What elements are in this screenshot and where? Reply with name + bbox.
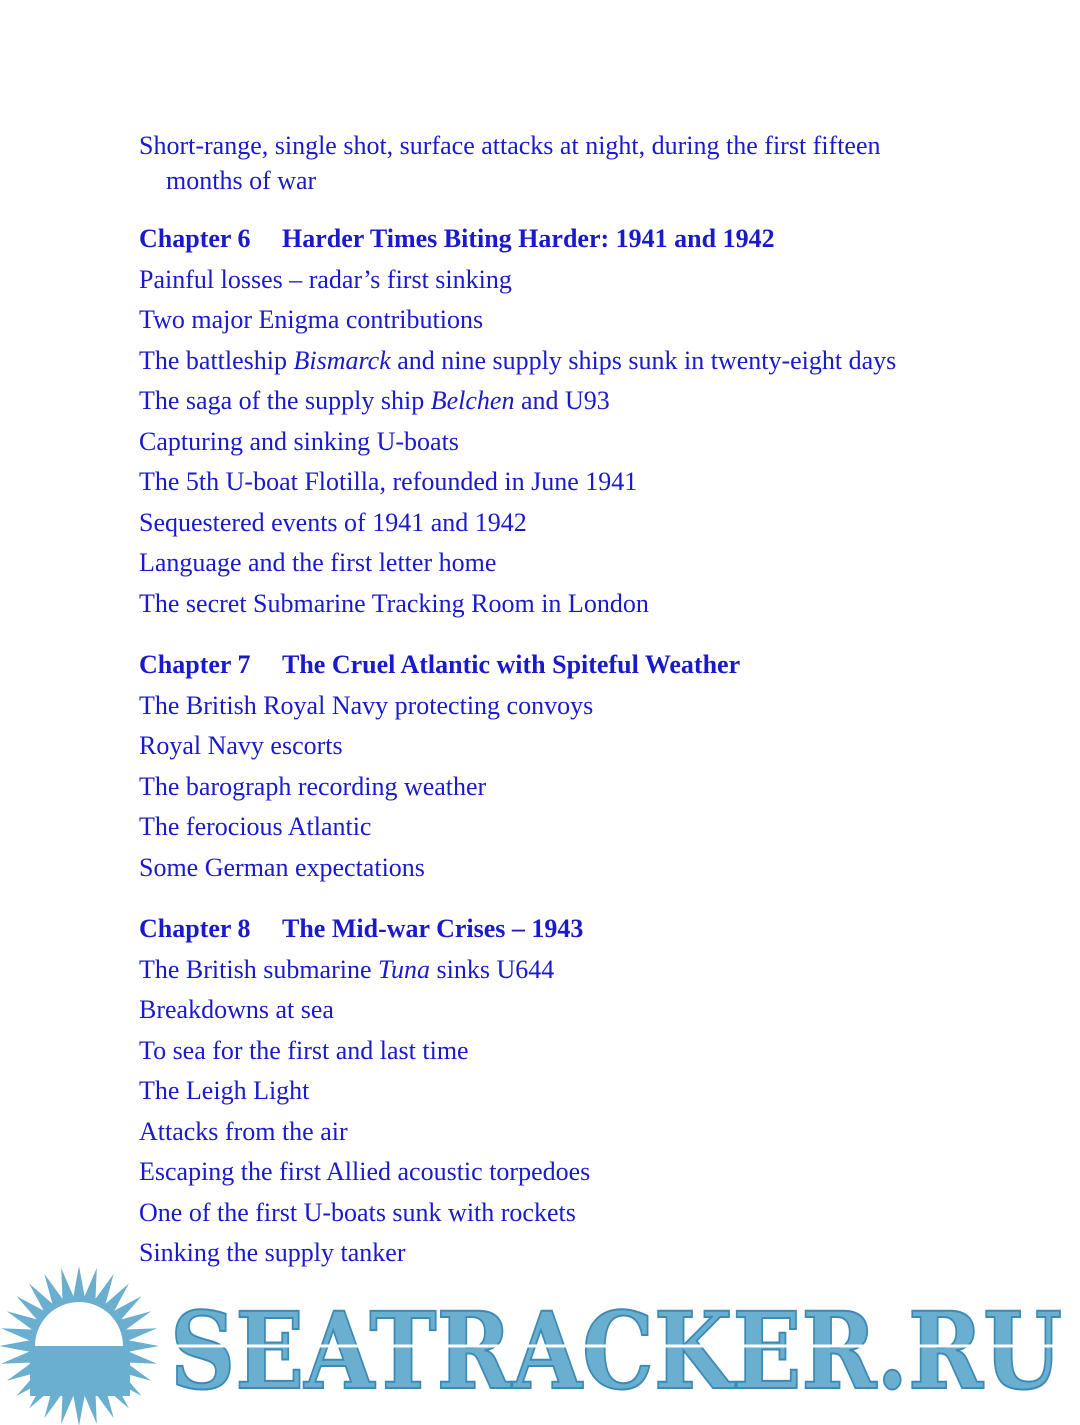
- toc-entry: [139, 341, 959, 382]
- chapter-8-entries: [139, 950, 959, 1274]
- chapter-7-entries: [139, 686, 959, 889]
- toc-entry-text: The saga of the supply ship: [139, 386, 431, 415]
- toc-entry: Some German expectations: [139, 852, 425, 882]
- chapter-8-heading: [139, 909, 959, 950]
- toc-entry: Sequestered events of 1941 and 1942: [139, 507, 527, 537]
- toc-entry: Breakdowns at sea: [139, 995, 334, 1024]
- toc-entry-text: and U93: [514, 386, 610, 415]
- chapter-number: Chapter 8: [139, 914, 251, 943]
- chapter-6-entries: [139, 260, 959, 625]
- toc-entry: Attacks from the air: [139, 1116, 348, 1146]
- chapter-title: The Cruel Atlantic with Spiteful Weather: [282, 650, 741, 679]
- ship-name: Tuna: [378, 954, 431, 984]
- toc-entry: [139, 950, 959, 991]
- chapter-6-heading: [139, 219, 959, 260]
- seatracker-watermark: [0, 1262, 1080, 1425]
- toc-entry-text: sinks U644: [430, 954, 555, 984]
- ship-name: Bismarck: [293, 345, 391, 375]
- toc-entry: The Leigh Light: [139, 1076, 310, 1105]
- toc-entry: The British Royal Navy protecting convoys: [139, 690, 594, 720]
- chapter-title: The Mid-war Crises – 1943: [282, 914, 584, 943]
- toc-entry: The barograph recording weather: [139, 771, 487, 801]
- toc-entry-text: The British submarine: [139, 954, 379, 984]
- chapter-title: Harder Times Biting Harder: 1941 and 1942: [282, 224, 775, 253]
- toc-entry: Royal Navy escorts: [139, 731, 343, 760]
- toc-entry: To sea for the first and last time: [139, 1035, 469, 1065]
- toc-entry: Language and the first letter home: [139, 548, 497, 577]
- toc-entry: One of the first U-boats sunk with rockets: [139, 1197, 576, 1227]
- toc-entry: The 5th U-boat Flotilla, refounded in June 1941: [139, 467, 638, 496]
- chapter-7-heading: [139, 645, 959, 686]
- toc-entry: [139, 381, 959, 422]
- toc-entry: Two major Enigma contributions: [139, 305, 484, 334]
- watermark-text: SEATRACKER.RU: [170, 1288, 1062, 1413]
- toc-entry-text: The battleship: [139, 345, 294, 375]
- toc-entry: Sinking the supply tanker: [139, 1238, 406, 1267]
- toc-entry-intro: Short-range, single shot, surface attacks at night, during the first fifteen months of war: [139, 131, 881, 195]
- toc-entry: The secret Submarine Tracking Room in London: [139, 588, 649, 618]
- toc-entry: Painful losses – radar’s first sinking: [139, 264, 512, 294]
- toc-entry: The ferocious Atlantic: [139, 812, 372, 841]
- toc-entry: Capturing and sinking U-boats: [139, 426, 459, 456]
- table-of-contents: [139, 128, 959, 1274]
- sun-logo-icon: [0, 1266, 159, 1425]
- toc-entry-text: and nine supply ships sunk in twenty-eight days: [390, 345, 897, 375]
- ship-name: Belchen: [430, 386, 515, 415]
- chapter-number: Chapter 6: [139, 224, 251, 253]
- chapter-number: Chapter 7: [139, 650, 251, 679]
- toc-entry: Escaping the first Allied acoustic torpedoes: [139, 1157, 591, 1186]
